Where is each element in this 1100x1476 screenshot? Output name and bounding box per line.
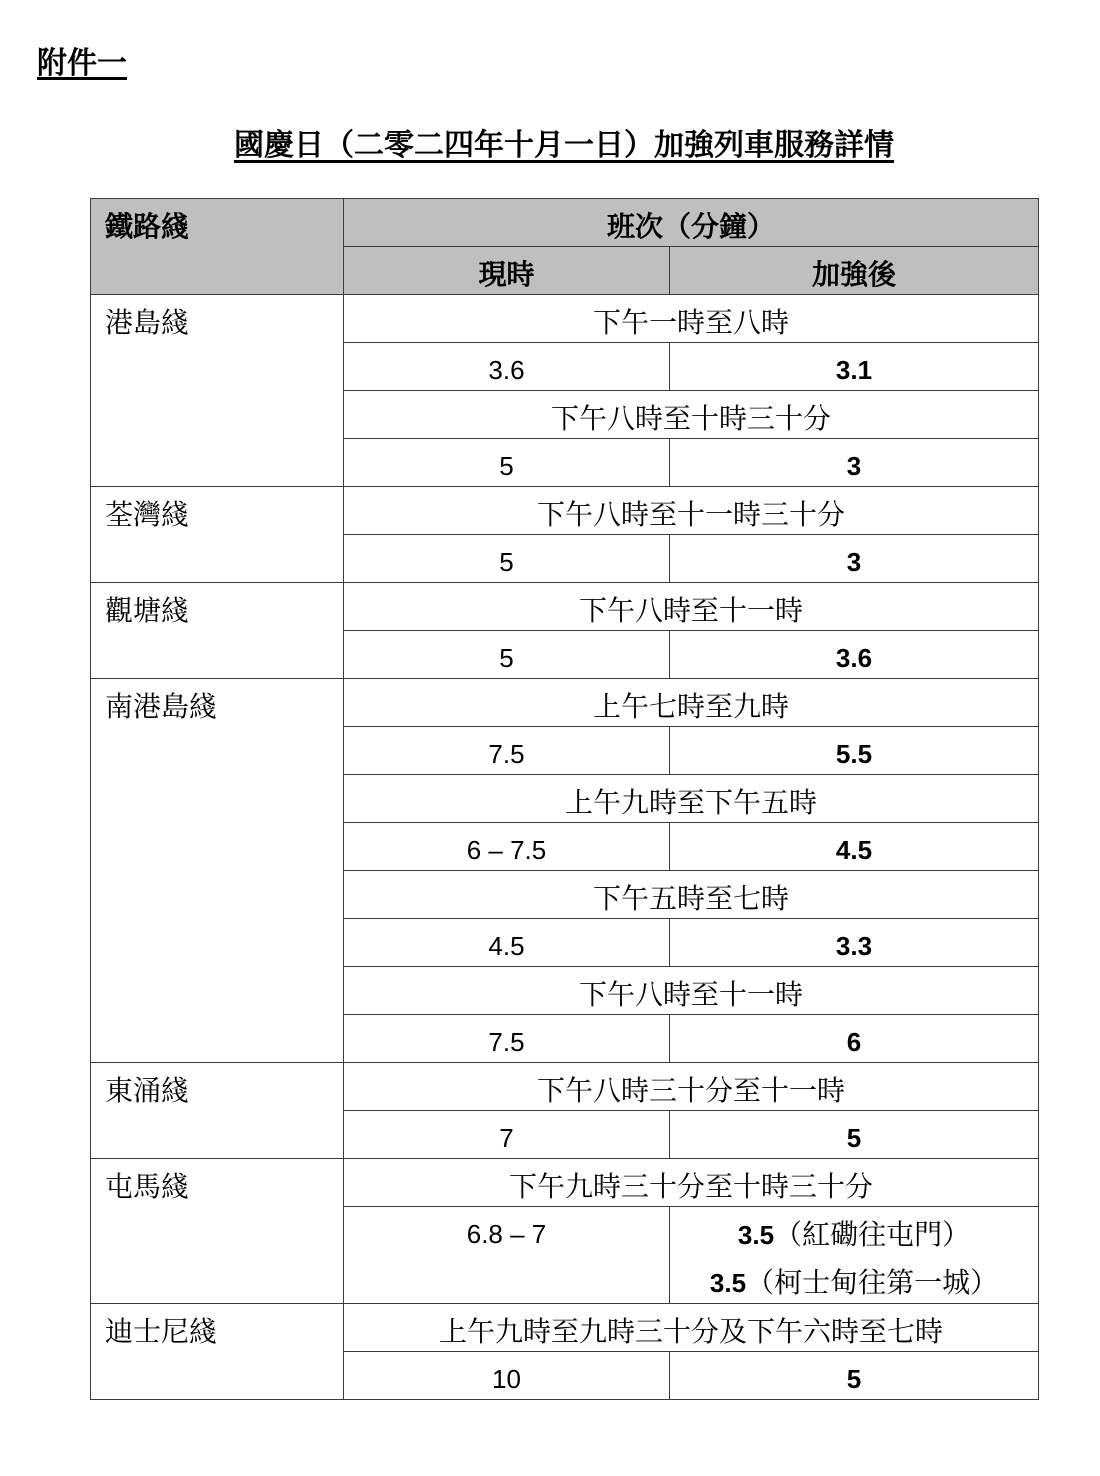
route-note: （紅磡往屯門） [774,1219,971,1250]
header-frequency: 班次（分鐘） [344,199,1039,247]
current-frequency: 6 – 7.5 [344,823,670,871]
railway-line-name: 東涌綫 [91,1063,344,1159]
time-period: 上午九時至下午五時 [344,775,1039,823]
enhanced-frequency: 3.3 [670,919,1039,967]
enhanced-frequency-value: 3.5 [709,1268,747,1298]
enhanced-frequency-route [670,1215,1038,1255]
time-period: 下午八時至十一時 [344,583,1039,631]
current-frequency: 6.8 – 7 [344,1207,670,1304]
current-frequency: 5 [344,439,670,487]
enhanced-frequency: 5 [670,1111,1039,1159]
time-period: 下午八時三十分至十一時 [344,1063,1039,1111]
enhanced-frequency: 4.5 [670,823,1039,871]
time-period: 上午七時至九時 [344,679,1039,727]
document-title: 國慶日（二零二四年十月一日）加強列車服務詳情 [234,129,894,162]
enhanced-frequency: 5.5 [670,727,1039,775]
enhanced-frequency: 6 [670,1015,1039,1063]
time-period: 下午八時至十一時 [344,967,1039,1015]
railway-line-name: 屯馬綫 [91,1159,344,1304]
header-current: 現時 [344,247,670,295]
table-row [91,1304,1039,1352]
time-period: 下午一時至八時 [344,295,1039,343]
enhanced-frequency-value: 3.5 [737,1220,775,1250]
current-frequency: 4.5 [344,919,670,967]
header-railway-line: 鐵路綫 [91,199,344,295]
enhanced-frequency: 3 [670,439,1039,487]
railway-line-name: 迪士尼綫 [91,1304,344,1400]
table-row [91,679,1039,727]
current-frequency: 7.5 [344,727,670,775]
route-note: （柯士甸往第一城） [746,1267,999,1298]
table-row [91,1159,1039,1207]
current-frequency: 5 [344,631,670,679]
train-service-table [90,198,1039,1400]
table-row [91,583,1039,631]
enhanced-frequency: 3.6 [670,631,1039,679]
railway-line-name: 港島綫 [91,295,344,487]
railway-line-name: 荃灣綫 [91,487,344,583]
enhanced-frequency: 3 [670,535,1039,583]
header-enhanced: 加強後 [670,247,1039,295]
enhanced-frequency: 5 [670,1352,1039,1400]
time-period: 下午九時三十分至十時三十分 [344,1159,1039,1207]
table-row [91,295,1039,343]
current-frequency: 7.5 [344,1015,670,1063]
header-row [91,199,1039,247]
current-frequency: 3.6 [344,343,670,391]
time-period: 下午五時至七時 [344,871,1039,919]
railway-line-name: 南港島綫 [91,679,344,1063]
enhanced-frequency [670,1207,1039,1304]
annex-label: 附件一 [37,47,127,80]
time-period: 下午八時至十時三十分 [344,391,1039,439]
table-row [91,1063,1039,1111]
current-frequency: 10 [344,1352,670,1400]
current-frequency: 7 [344,1111,670,1159]
enhanced-frequency-route [670,1263,1038,1303]
time-period: 下午八時至十一時三十分 [344,487,1039,535]
enhanced-frequency: 3.1 [670,343,1039,391]
railway-line-name: 觀塘綫 [91,583,344,679]
time-period: 上午九時至九時三十分及下午六時至七時 [344,1304,1039,1352]
current-frequency: 5 [344,535,670,583]
table-row [91,487,1039,535]
